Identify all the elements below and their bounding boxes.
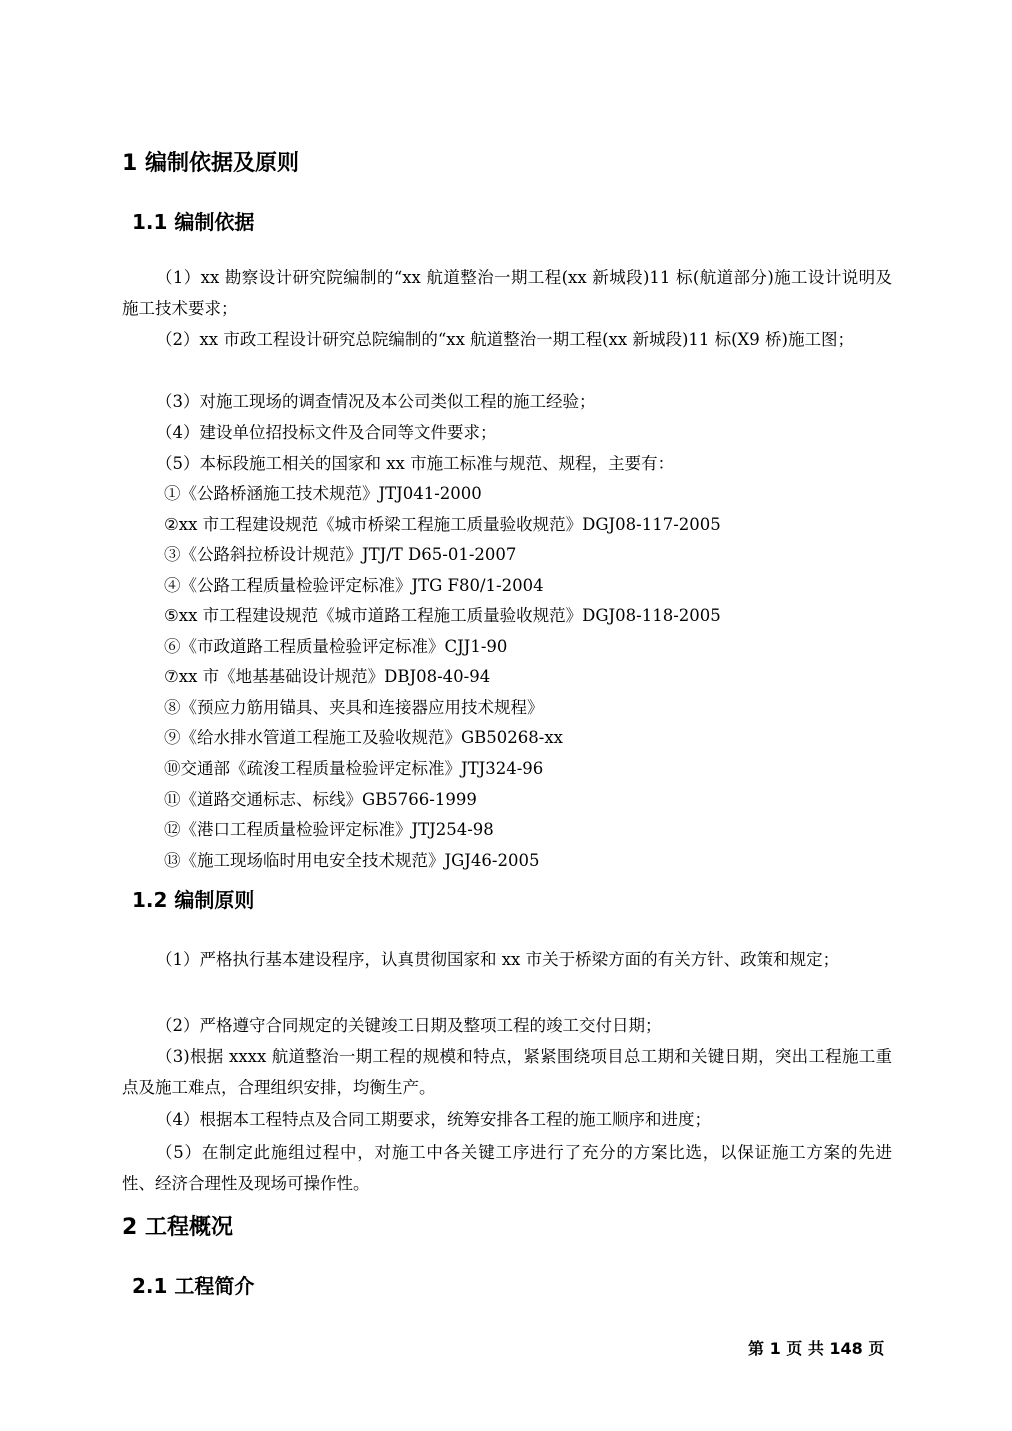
basis-paragraph-3: （3）对施工现场的调查情况及本公司类似工程的施工经验； [156, 392, 596, 411]
standard-item: ⑦xx 市《地基基础设计规范》DBJ08-40-94 [164, 667, 491, 686]
section-1-heading: 1 编制依据及原则 [122, 151, 299, 176]
standard-item: ⑨《给水排水管道工程施工及验收规范》GB50268-xx [164, 728, 563, 747]
principle-paragraph-1: （1）严格执行基本建设程序，认真贯彻国家和 xx 市关于桥梁方面的有关方针、政策和规定； [156, 950, 840, 969]
standard-item: ⑪《道路交通标志、标线》GB5766-1999 [164, 790, 477, 809]
standard-item: ③《公路斜拉桥设计规范》JTJ/T D65-01-2007 [164, 545, 517, 564]
standard-item: ⑤xx 市工程建设规范《城市道路工程施工质量验收规范》DGJ08-118-2005 [164, 606, 721, 625]
basis-paragraph-2: （2）xx 市政工程设计研究总院编制的“xx 航道整治一期工程(xx 新城段)11 标(X9 桥)施工图； [156, 330, 854, 349]
principle-paragraph-2: （2）严格遵守合同规定的关键竣工日期及整项工程的竣工交付日期； [156, 1016, 662, 1035]
page-number-footer: 第 1 页 共 148 页 [748, 1339, 885, 1358]
standard-item: ⑩交通部《疏浚工程质量检验评定标准》JTJ324-96 [164, 759, 544, 778]
basis-paragraph-5: （5）本标段施工相关的国家和 xx 市施工标准与规范、规程，主要有： [156, 454, 675, 473]
section-1-1-heading: 1.1 编制依据 [132, 210, 255, 234]
standard-item: ⑥《市政道路工程质量检验评定标准》CJJ1-90 [164, 637, 508, 656]
standard-item: ⑬《施工现场临时用电安全技术规范》JGJ46-2005 [164, 851, 540, 870]
standard-item: ⑧《预应力筋用锚具、夹具和连接器应用技术规程》 [164, 698, 544, 717]
standard-item: ⑫《港口工程质量检验评定标准》JTJ254-98 [164, 820, 494, 839]
principle-paragraph-5: （5）在制定此施组过程中，对施工中各关键工序进行了充分的方案比选，以保证施工方案的先进性、经济合理性及现场可操作性。 [122, 1143, 892, 1193]
basis-paragraph-4: （4）建设单位招投标文件及合同等文件要求； [156, 423, 497, 442]
basis-paragraph-1: （1）xx 勘察设计研究院编制的“xx 航道整治一期工程(xx 新城段)11 标(航道部分)施工设计说明及施工技术要求； [122, 268, 892, 318]
principle-paragraph-4: （4）根据本工程特点及合同工期要求，统筹安排各工程的施工顺序和进度； [156, 1110, 711, 1129]
standard-item: ②xx 市工程建设规范《城市桥梁工程施工质量验收规范》DGJ08-117-2005 [164, 515, 721, 534]
section-2-1-heading: 2.1 工程简介 [132, 1274, 255, 1298]
standard-item: ④《公路工程质量检验评定标准》JTG F80/1-2004 [164, 576, 544, 595]
principle-paragraph-3: （3)根据 xxxx 航道整治一期工程的规模和特点，紧紧围绕项目总工期和关键日期，突出工程施工重点及施工难点，合理组织安排，均衡生产。 [122, 1047, 892, 1097]
section-1-2-heading: 1.2 编制原则 [132, 888, 255, 912]
standard-item: ①《公路桥涵施工技术规范》JTJ041-2000 [164, 484, 482, 503]
section-2-heading: 2 工程概况 [122, 1215, 233, 1240]
